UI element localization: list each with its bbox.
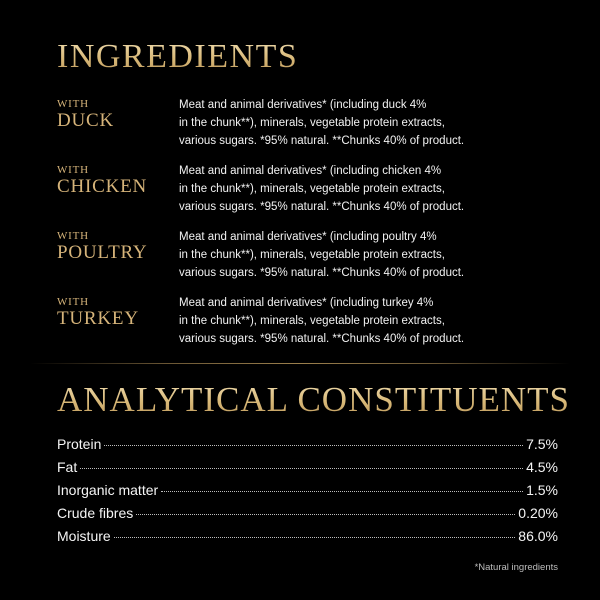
variant-with-text: WITH: [57, 98, 89, 110]
constituent-label: Crude fibres: [57, 505, 134, 521]
dot-leader: [114, 537, 516, 538]
variant-name: POULTRY: [57, 242, 148, 263]
constituent-row-moisture: [57, 528, 558, 551]
variant-label: [57, 230, 147, 264]
description-line: in the chunk**), minerals, vegetable protein extracts,: [179, 117, 445, 129]
footnote: *Natural ingredients: [474, 562, 558, 573]
description-line: in the chunk**), minerals, vegetable protein extracts,: [179, 315, 445, 327]
constituent-label: Moisture: [57, 528, 111, 544]
ingredient-description: [179, 294, 559, 348]
constituent-label: Inorganic matter: [57, 482, 159, 498]
description-line: various sugars. *95% natural. **Chunks 40% of product.: [179, 267, 465, 279]
description-line: various sugars. *95% natural. **Chunks 40% of product.: [179, 333, 465, 345]
constituent-row-fat: [57, 459, 558, 482]
dot-leader: [161, 491, 523, 492]
constituent-label: Fat: [57, 459, 78, 475]
variant-name: TURKEY: [57, 308, 139, 329]
description-line: in the chunk**), minerals, vegetable protein extracts,: [179, 183, 445, 195]
ingredient-description: [179, 228, 559, 282]
description-line: various sugars. *95% natural. **Chunks 40% of product.: [179, 135, 465, 147]
dot-leader: [104, 445, 523, 446]
ingredients-title: INGREDIENTS: [57, 38, 299, 75]
ingredient-description: [179, 162, 559, 216]
ingredient-row-turkey: [57, 294, 557, 354]
description-line: in the chunk**), minerals, vegetable protein extracts,: [179, 249, 445, 261]
variant-with-text: WITH: [57, 296, 89, 308]
variant-with-text: WITH: [57, 230, 89, 242]
constituents-list: [57, 436, 558, 551]
variant-name: CHICKEN: [57, 176, 148, 197]
analytical-constituents-title: ANALYTICAL CONSTITUENTS: [57, 380, 571, 419]
constituent-value: 1.5%: [526, 482, 558, 498]
description-line: Meat and animal derivatives* (including poultry 4%: [179, 231, 437, 243]
ingredient-row-chicken: [57, 162, 557, 222]
dot-leader: [136, 514, 515, 515]
variant-label: [57, 98, 114, 132]
variant-label: [57, 296, 139, 330]
section-divider: [30, 363, 570, 364]
constituent-row-inorganic-matter: [57, 482, 558, 505]
description-line: various sugars. *95% natural. **Chunks 40% of product.: [179, 201, 465, 213]
constituent-value: 7.5%: [526, 436, 558, 452]
description-line: Meat and animal derivatives* (including duck 4%: [179, 99, 427, 111]
ingredient-row-duck: [57, 96, 557, 156]
ingredient-description: [179, 96, 559, 150]
constituent-row-crude-fibres: [57, 505, 558, 528]
ingredient-row-poultry: [57, 228, 557, 288]
constituent-label: Protein: [57, 436, 102, 452]
variant-name: DUCK: [57, 110, 115, 131]
variant-label: [57, 164, 147, 198]
variant-with-text: WITH: [57, 164, 89, 176]
constituent-row-protein: [57, 436, 558, 459]
description-line: Meat and animal derivatives* (including chicken 4%: [179, 165, 442, 177]
constituent-value: 86.0%: [518, 528, 558, 544]
dot-leader: [80, 468, 523, 469]
constituent-value: 0.20%: [518, 505, 558, 521]
constituent-value: 4.5%: [526, 459, 558, 475]
description-line: Meat and animal derivatives* (including turkey 4%: [179, 297, 434, 309]
